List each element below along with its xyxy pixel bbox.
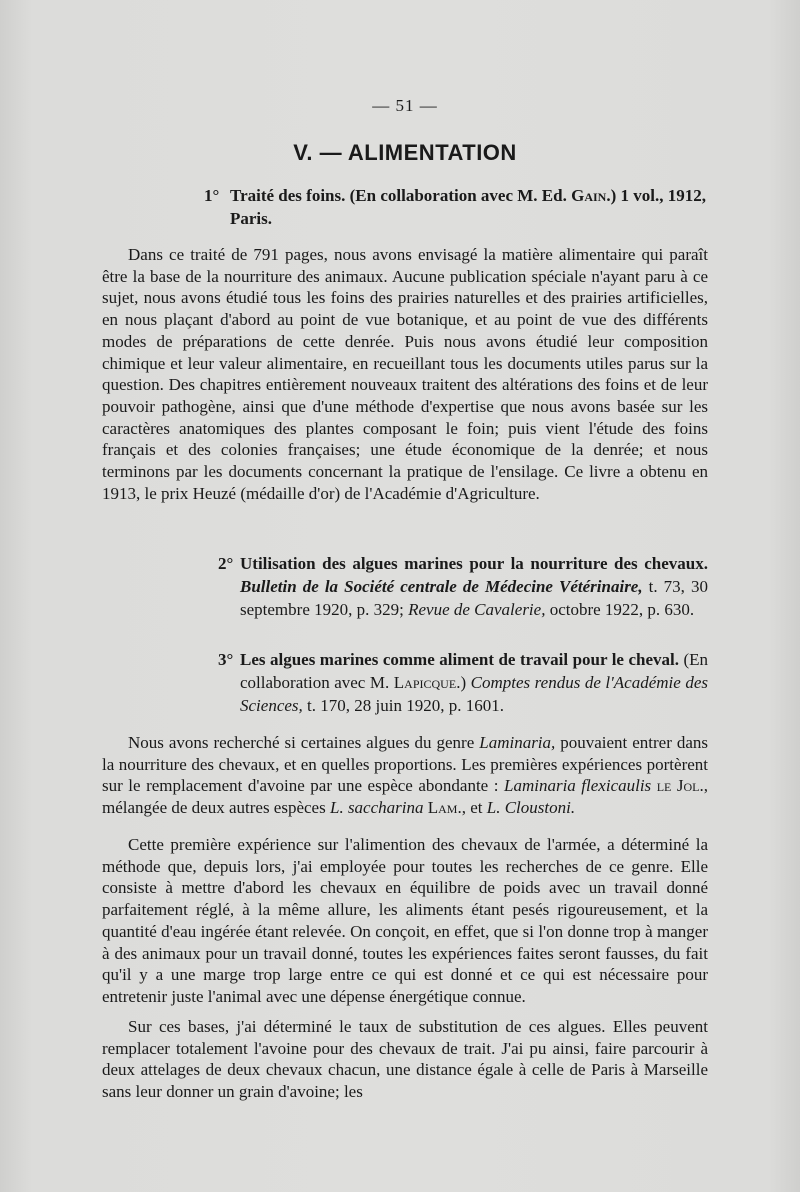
species-name: L. saccharina	[329, 798, 424, 818]
entry-author: Lapicque	[393, 673, 457, 692]
entry-title: Traité des foins.	[230, 186, 346, 205]
journal-reference: t. 170, 28 juin 1920, p. 1601.	[302, 696, 504, 715]
paragraph-1: Dans ce traité de 791 pages, nous avons envisagé la matière alimentaire qui paraît être la base de la nourriture des animaux. Aucune publication spéciale n'ayant paru à ce sujet, nous avons étudié tous les foins des prairies naturelles et des prairies artificielles, en nous plaçant d'abord au point de vue botanique, et au point de vue des différents modes de préparations de cette denrée. Puis nous avons étudié leur composition chimique et leur valeur alimentaire, en recueillant tous les documents utiles parus sur la question. Des chapitres entièrement nouveaux traitent des altérations des foins et de leur pouvoir pathogène, ainsi que d'une méthode d'expertise que nous avons basée sur les caractères anatomiques des plantes composant le foin; puis vient l'étude des foins français et des colonies françaises; une étude économique de la denrée; et nous terminons par les documents concernant la pratique de l'ensilage. Ce livre a obtenu en 1913, le prix Heuzé (médaille d'or) de l'Académie d'Agriculture.	[102, 245, 708, 503]
entry-title: Utilisation des algues marines pour la nourriture des chevaux.	[240, 554, 708, 573]
species-author: Lam.	[423, 798, 462, 818]
journal-name-2: Revue de Cavalerie,	[408, 600, 546, 619]
entry-body	[240, 648, 708, 717]
paragraph-2	[102, 732, 708, 819]
entry-body	[240, 552, 708, 621]
entry-number: 3°	[218, 650, 234, 669]
section-title: V. — ALIMENTATION	[293, 140, 517, 165]
text-run: , mélangée de deux autres espèces	[102, 776, 708, 818]
bibliography-entry-2	[218, 552, 708, 621]
journal-name: Bulletin de la Société centrale de Médecine Vétérinaire,	[240, 577, 643, 596]
paragraph-3: Cette première expérience sur l'alimention des chevaux de l'armée, a déterminé la méthode que, depuis lors, j'ai employée pour toutes les recherches de ce genre. Elle consiste à mettre d'abord les chevaux en équilibre de poids avec un travail donné parfaitement réglé, à la même allure, les aliments étant pesés rigoureusement, et la quantité d'eau ingérée étant relevée. On conçoit, en effet, que si l'on donne trop à manger à des animaux pour un travail donné, toutes les expériences faites seront fausses, du fait qu'il y a une marge trop large entre ce qui est donné et ce qui est nécessaire pour entretenir juste l'animal avec une dépense énergétique connue.	[102, 835, 708, 1006]
entry-body	[230, 184, 708, 230]
entry-detail: (En collaboration avec M. Ed.	[345, 186, 572, 205]
genus-name: Laminaria,	[479, 733, 556, 752]
entry-detail-end: .) 1 vol., 1912, Paris.	[230, 186, 706, 228]
journal-reference: t. 73, 30 septembre 1920, p. 329;	[240, 577, 708, 619]
entry-title: Les algues marines comme aliment de travail pour le cheval.	[240, 650, 679, 669]
entry-detail: (En collaboration avec M.	[240, 650, 709, 692]
entry-number: 1°	[204, 186, 220, 205]
entry-author: Gain	[571, 186, 607, 205]
text-run: Nous avons recherché si certaines algues du genre	[128, 733, 480, 752]
species-name: Laminaria flexicaulis	[504, 776, 652, 796]
species-name: L. Cloustoni.	[486, 798, 576, 818]
species-author: le Jol.	[651, 776, 704, 796]
page-number: — 51 —	[372, 96, 438, 115]
bibliography-entry-3	[218, 648, 708, 717]
bibliography-entry-1	[204, 184, 708, 230]
journal-name: Comptes rendus de l'Académie des Sciences,	[240, 673, 708, 715]
entry-detail-mid: .)	[456, 673, 471, 692]
journal-reference-2: octobre 1922, p. 630.	[545, 600, 695, 619]
entry-number: 2°	[218, 554, 234, 573]
text-run: pouvaient entrer dans la nourriture des chevaux, et en quelles proportions. Les premières expériences portèrent sur le remplacement d'avoine par une espèce abondante :	[102, 733, 709, 796]
text-run: , et	[461, 798, 487, 818]
paragraph-4: Sur ces bases, j'ai déterminé le taux de substitution de ces algues. Elles peuvent remplacer totalement l'avoine pour des chevaux de trait. J'ai pu ainsi, faire parcourir à deux attelages de deux chevaux chacun, une distance égale à celle de Paris à Marseille sans leur donner un grain d'avoine; les	[102, 1017, 708, 1102]
